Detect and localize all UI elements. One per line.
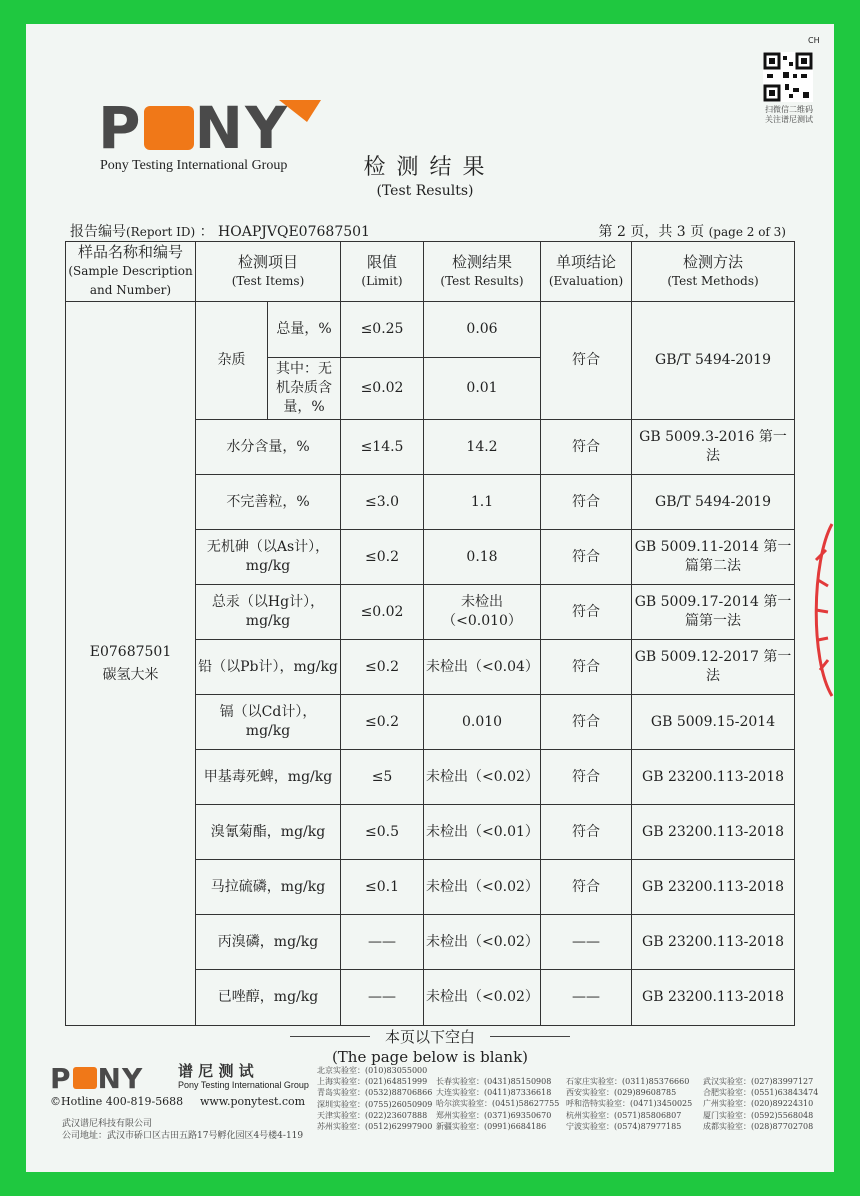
table-row: 溴氰菊酯，mg/kg ≤0.5 未检出（<0.01） 符合 GB 23200.113-2018 (66, 805, 795, 860)
impurity-inorganic-result: 0.01 (424, 358, 541, 420)
impurity-total-item: 总量，% (268, 302, 341, 358)
table-row: 水分含量，% ≤14.5 14.2 符合 GB 5009.3-2016 第一法 (66, 420, 795, 475)
table-header-row (66, 242, 795, 302)
header-items: 检测项目 (Test Items) (196, 242, 341, 302)
qr-code-icon (763, 52, 813, 102)
page-title: 检 测 结 果 (363, 155, 487, 180)
header-limit: 限值 (Limit) (341, 242, 424, 302)
table-row: 已唑醇，mg/kg —— 未检出（<0.02） —— GB 23200.113-2018 (66, 970, 795, 1026)
blank-notice-zh: 本页以下空白 (370, 1026, 490, 1047)
footer-brand-en: Pony Testing International Group (178, 1080, 309, 1090)
page-subtitle: (Test Results) (376, 183, 474, 199)
table-row: 不完善粒，% ≤3.0 1.1 符合 GB/T 5494-2019 (66, 475, 795, 530)
header-sample: 样品名称和编号 (Sample Description and Number) (66, 242, 196, 302)
sample-id: E07687501 (89, 643, 172, 660)
results-table (65, 241, 795, 1026)
footer-pony-logo: P NY (50, 1062, 144, 1095)
lab-column-3: 石家庄实验室：(0311)85376660 西安实验室：(029)89608785 呼和浩特实验室：(0471)3450025 杭州实验室：(0571)85806807 宁波实验室：(0574)87977185 (566, 1077, 693, 1131)
table-row: 无机砷（以As计），mg/kg ≤0.2 0.18 符合 GB 5009.11-2014 第一篇第二法 (66, 530, 795, 585)
sample-name: 碳氢大米 (102, 666, 159, 683)
impurity-total-limit: ≤0.25 (341, 302, 424, 358)
copyright-icon: © (50, 1095, 61, 1108)
lab-column-1: 北京实验室：(010)83055000 上海实验室：(021)64851999 青岛实验室：(0532)88706866 深圳实验室：(0755)26050909 天津实验室：(022)23607888 苏州实验室：(0512)62997900 (317, 1066, 433, 1132)
impurity-label: 杂质 (196, 302, 268, 420)
qr-caption: 扫微信二维码 关注谱尼测试 (765, 105, 813, 124)
red-seal-stamp-icon (806, 520, 834, 700)
table-row (66, 302, 795, 358)
lab-column-4: 武汉实验室：(027)83997127 合肥实验室：(0551)63843474 广州实验室：(020)89224310 厦门实验室：(0592)5568048 成都实验室：(028)87702708 (703, 1077, 819, 1131)
footer-website[interactable]: www.ponytest.com (200, 1095, 306, 1108)
footer-address: 公司地址：武汉市硚口区古田五路17号孵化园区4号楼4-119 (62, 1131, 304, 1141)
impurity-method: GB/T 5494-2019 (632, 302, 795, 420)
footer-brand-zh: 谱 尼 测 试 (178, 1062, 254, 1080)
impurity-evaluation: 符合 (541, 302, 632, 420)
sample-cell (66, 302, 196, 1026)
logo-o-square-icon (144, 106, 194, 150)
pony-logo: P NY (98, 94, 290, 162)
report-id: HOAPJVQE07687501 (218, 224, 370, 240)
header-evaluation: 单项结论 (Evaluation) (541, 242, 632, 302)
table-row: 丙溴磷，mg/kg —— 未检出（<0.02） —— GB 23200.113-2018 (66, 915, 795, 970)
lab-column-2: 长春实验室：(0431)85150908 大连实验室：(0411)87336618 哈尔滨实验室：(0451)58627755 郑州实验室：(0371)69350670 新疆实验室：(0991)6684186 (436, 1077, 560, 1131)
table-row: 镉（以Cd计），mg/kg ≤0.2 0.010 符合 GB 5009.15-2014 (66, 695, 795, 750)
header-methods: 检测方法 (Test Methods) (632, 242, 795, 302)
logo-orange-accent-icon (279, 100, 321, 124)
ch-label: CH (808, 36, 820, 45)
impurity-inorganic-limit: ≤0.02 (341, 358, 424, 420)
table-row: 总汞（以Hg计），mg/kg ≤0.02 未检出（<0.010） 符合 GB 5009.17-2014 第一篇第一法 (66, 585, 795, 640)
table-row: 马拉硫磷，mg/kg ≤0.1 未检出（<0.02） 符合 GB 23200.113-2018 (66, 860, 795, 915)
impurity-total-result: 0.06 (424, 302, 541, 358)
footer-logo-o-icon (73, 1067, 97, 1089)
table-row: 铅（以Pb计），mg/kg ≤0.2 未检出（<0.04） 符合 GB 5009.12-2017 第一法 (66, 640, 795, 695)
impurity-inorganic-item: 其中：无机杂质含量，% (268, 358, 341, 420)
footer-hotline: ©Hotline 400-819-5688 (50, 1095, 184, 1108)
blank-notice-en: (The page below is blank) (331, 1048, 529, 1066)
page-number: 第 2 页，共 3 页 (page 2 of 3) (598, 224, 786, 240)
group-name: Pony Testing International Group (100, 158, 288, 173)
table-row: 甲基毒死蜱，mg/kg ≤5 未检出（<0.02） 符合 GB 23200.113-2018 (66, 750, 795, 805)
report-id-line: 报告编号(Report ID) ： HOAPJVQE07687501 (70, 224, 370, 240)
footer-company: 武汉谱尼科技有限公司 (62, 1119, 153, 1129)
header-results: 检测结果 (Test Results) (424, 242, 541, 302)
